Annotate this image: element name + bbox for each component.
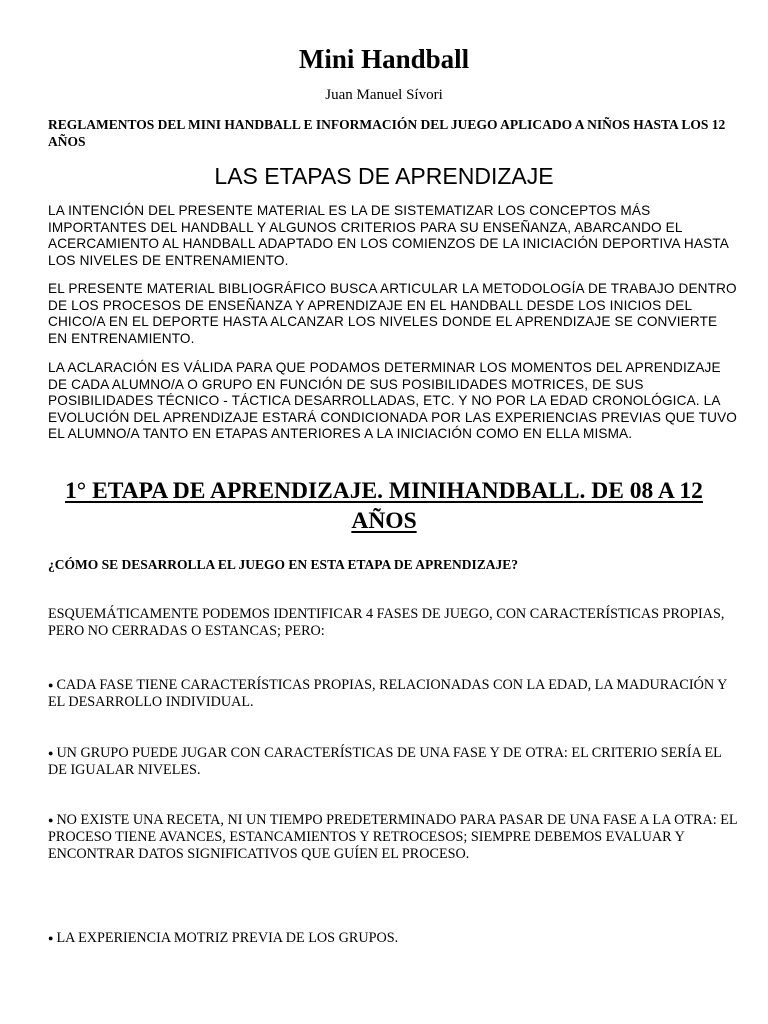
list-item-text: UN GRUPO PUEDE JUGAR CON CARACTERÍSTICAS DE UNA FASE Y DE OTRA: EL CRITERIO SERÍA EL DE IGUALAR NIVELES. xyxy=(48,745,722,779)
list-item xyxy=(48,930,738,947)
document-subtitle: REGLAMENTOS DEL MINI HANDBALL E INFORMACIÓN DEL JUEGO APLICADO A NIÑOS HASTA LOS 12 AÑOS xyxy=(48,117,726,149)
list-item xyxy=(48,812,738,864)
bullet-icon: ● xyxy=(48,815,54,825)
bullet-icon: ● xyxy=(48,933,54,943)
paragraph-methodology: EL PRESENTE MATERIAL BIBLIOGRÁFICO BUSCA ARTICULAR LA METODOLOGÍA DE TRABAJO DENTRO DE LOS PROCESOS DE ENSEÑANZA Y APRENDIZAJE EN EL HANDBALL DESDE LOS INICIOS DEL CHICO/A EN EL DEPORTE HASTA ALCANZAR LOS NIVELES DONDE EL APRENDIZAJE SE CONVIERTE EN ENTRENAMIENTO. xyxy=(48,281,737,346)
document-title: Mini Handball xyxy=(298,44,470,74)
list-item-text: LA EXPERIENCIA MOTRIZ PREVIA DE LOS GRUPOS. xyxy=(56,930,399,946)
stage-question: ¿CÓMO SE DESARROLLA EL JUEGO EN ESTA ETAPA DE APRENDIZAJE? xyxy=(48,557,518,572)
list-item-text: CADA FASE TIENE CARACTERÍSTICAS PROPIAS, RELACIONADAS CON LA EDAD, LA MADURACIÓN Y EL DESARROLLO INDIVIDUAL. xyxy=(48,677,727,711)
bullet-icon: ● xyxy=(48,748,54,758)
list-item xyxy=(48,677,738,711)
list-item-text: NO EXISTE UNA RECETA, NI UN TIEMPO PREDETERMINADO PARA PASAR DE UNA FASE A LA OTRA: EL PROCESO TIENE AVANCES, ESTANCAMIENTOS Y RETROCESOS; SIEMPRE DEBEMOS EVALUAR Y ENCONTRAR DATOS SIGNIFICATIVOS QUE GUÍEN EL PROCESO. xyxy=(48,812,738,863)
bullet-icon: ● xyxy=(48,680,54,690)
paragraph-clarification: LA ACLARACIÓN ES VÁLIDA PARA QUE PODAMOS DETERMINAR LOS MOMENTOS DEL APRENDIZAJE DE CADA ALUMNO/A O GRUPO EN FUNCIÓN DE SUS POSIBILIDADES MOTRICES, DE SUS POSIBILIDADES TÉCNICO - TÁCTICA DESARROLLADAS, ETC. Y NO POR LA EDAD CRONOLÓGICA. LA EVOLUCIÓN DEL APRENDIZAJE ESTARÁ CONDICIONADA POR LAS EXPERIENCIAS PREVIAS QUE TUVO EL ALUMNO/A TANTO EN ETAPAS ANTERIORES A LA INICIACIÓN COMO EN ELLA MISMA. xyxy=(48,360,738,442)
list-item xyxy=(48,745,738,779)
paragraph-intention: LA INTENCIÓN DEL PRESENTE MATERIAL ES LA DE SISTEMATIZAR LOS CONCEPTOS MÁS IMPORTANTES DEL HANDBALL Y ALGUNOS CRITERIOS PARA SU ENSEÑANZA, ABARCANDO EL ACERCAMIENTO AL HANDBALL ADAPTADO EN LOS COMIENZOS DE LA INICIACIÓN DEPORTIVA HASTA LOS NIVELES DE ENTRENAMIENTO. xyxy=(48,203,729,268)
stage-heading: 1° ETAPA DE APRENDIZAJE. MINIHANDBALL. DE 08 A 12 AÑOS xyxy=(65,478,703,534)
document-author: Juan Manuel Sívori xyxy=(325,87,443,103)
phases-intro: ESQUEMÁTICAMENTE PODEMOS IDENTIFICAR 4 FASES DE JUEGO, CON CARACTERÍSTICAS PROPIAS, PERO NO CERRADAS O ESTANCAS; PERO: xyxy=(48,606,725,640)
section-heading: LAS ETAPAS DE APRENDIZAJE xyxy=(214,163,554,189)
